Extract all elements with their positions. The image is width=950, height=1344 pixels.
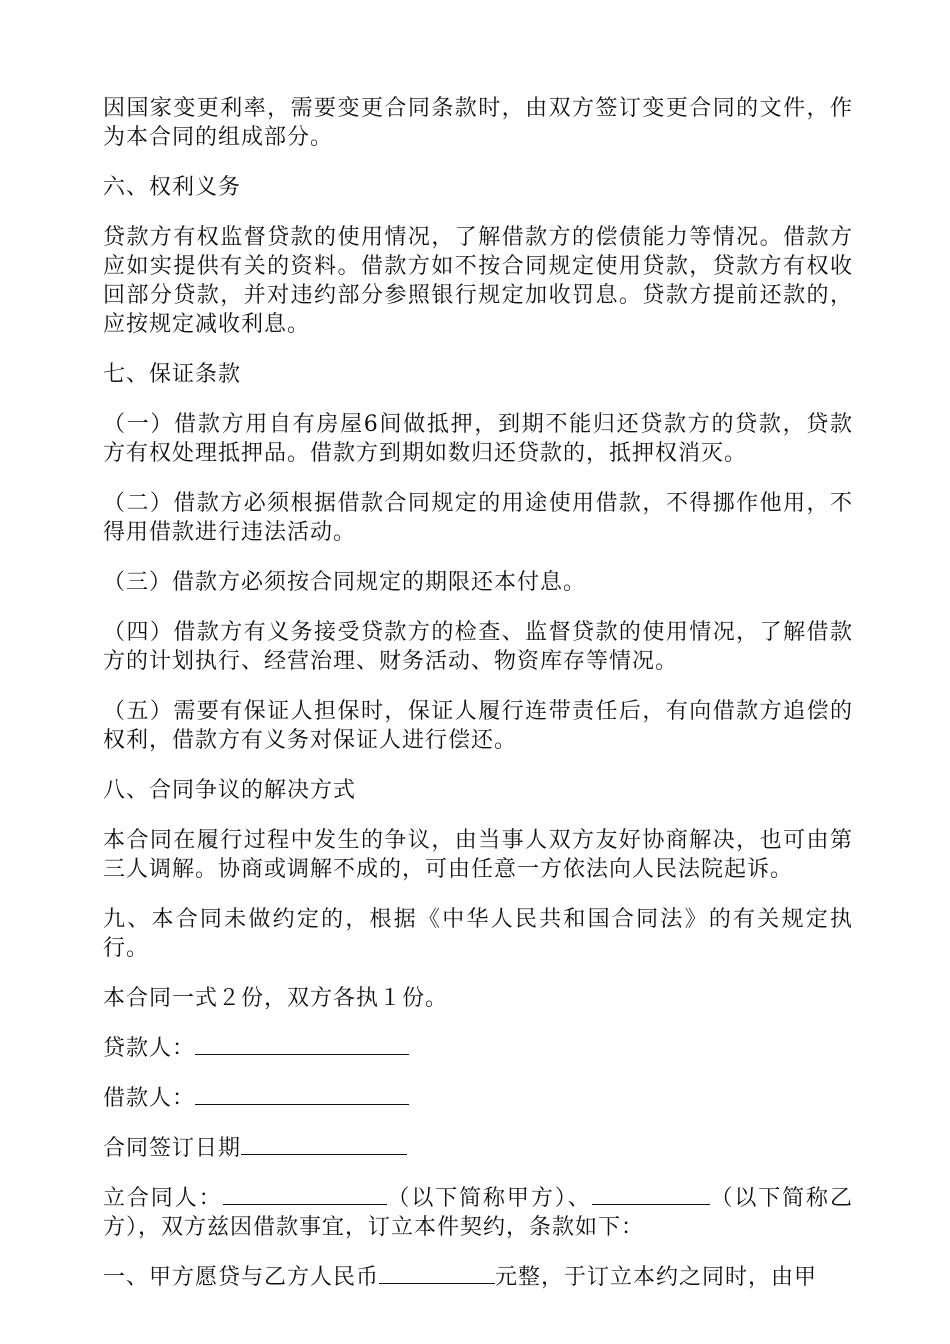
document-page	[103, 94, 853, 1313]
borrower-label: 借款人：	[103, 1086, 196, 1111]
party-a-blank-line	[223, 1184, 387, 1205]
borrower-blank-line	[195, 1084, 409, 1105]
signature-date	[103, 1134, 853, 1163]
lender-label: 贷款人：	[103, 1036, 196, 1061]
signature-borrower	[103, 1084, 853, 1113]
clause-guarantee-1: （一）借款方用自有房屋6间做抵押，到期不能归还贷款方的贷款，贷款方有权处理抵押品。借款方到期如数归还贷款的，抵押权消灭。	[103, 412, 853, 466]
clause-loan-amount	[103, 1263, 853, 1292]
section-heading-dispute: 八、合同争议的解决方式	[103, 778, 357, 803]
paragraph-copies: 本合同一式２份，双方各执１份。	[103, 986, 449, 1011]
party-b-text: （以下简称乙方），双方兹因借款事宜，订立本件契约，条款如下：	[103, 1186, 853, 1240]
paragraph-parties	[103, 1184, 853, 1242]
loan-amount-suffix: 元整，于订立本约之同时，由甲	[495, 1265, 818, 1290]
section-heading-rights: 六、权利义务	[103, 175, 242, 200]
lender-blank-line	[195, 1034, 409, 1055]
paragraph-rate-change: 因国家变更利率，需要变更合同条款时，由双方签订变更合同的文件，作为本合同的组成部分。	[103, 96, 853, 150]
section-heading-law: 九、本合同未做约定的，根据《中华人民共和国合同法》的有关规定执行。	[103, 907, 853, 961]
paragraph-dispute: 本合同在履行过程中发生的争议，由当事人双方友好协商解决，也可由第三人调解。协商或调解不成的，可由任意一方依法向人民法院起诉。	[103, 828, 853, 882]
section-heading-guarantee: 七、保证条款	[103, 362, 242, 387]
party-b-blank-line	[592, 1184, 710, 1205]
party-a-text: （以下简称甲方）、	[386, 1186, 592, 1211]
clause-guarantee-2: （二）借款方必须根据借款合同规定的用途使用借款，不得挪作他用，不得用借款进行违法活动。	[103, 491, 853, 545]
loan-amount-blank-line	[379, 1263, 495, 1284]
loan-amount-prefix: 一、甲方愿贷与乙方人民币	[103, 1265, 380, 1290]
signature-lender	[103, 1034, 853, 1063]
clause-guarantee-3: （三）借款方必须按合同规定的期限还本付息。	[103, 570, 587, 595]
clause-guarantee-4: （四）借款方有义务接受贷款方的检查、监督贷款的使用情况，了解借款方的计划执行、经营治理、财务活动、物资库存等情况。	[103, 620, 853, 674]
date-label: 合同签订日期	[103, 1136, 242, 1161]
parties-prefix: 立合同人：	[103, 1186, 223, 1211]
date-blank-line	[241, 1134, 407, 1155]
clause-guarantee-5: （五）需要有保证人担保时，保证人履行连带责任后，有向借款方追偿的权利，借款方有义务对保证人进行偿还。	[103, 699, 853, 753]
paragraph-rights: 贷款方有权监督贷款的使用情况，了解借款方的偿债能力等情况。借款方应如实提供有关的资料。借款方如不按合同规定使用贷款，贷款方有权收回部分贷款，并对违约部分参照银行规定加收罚息。贷款方提前还款的，应按规定减收利息。	[103, 225, 853, 337]
